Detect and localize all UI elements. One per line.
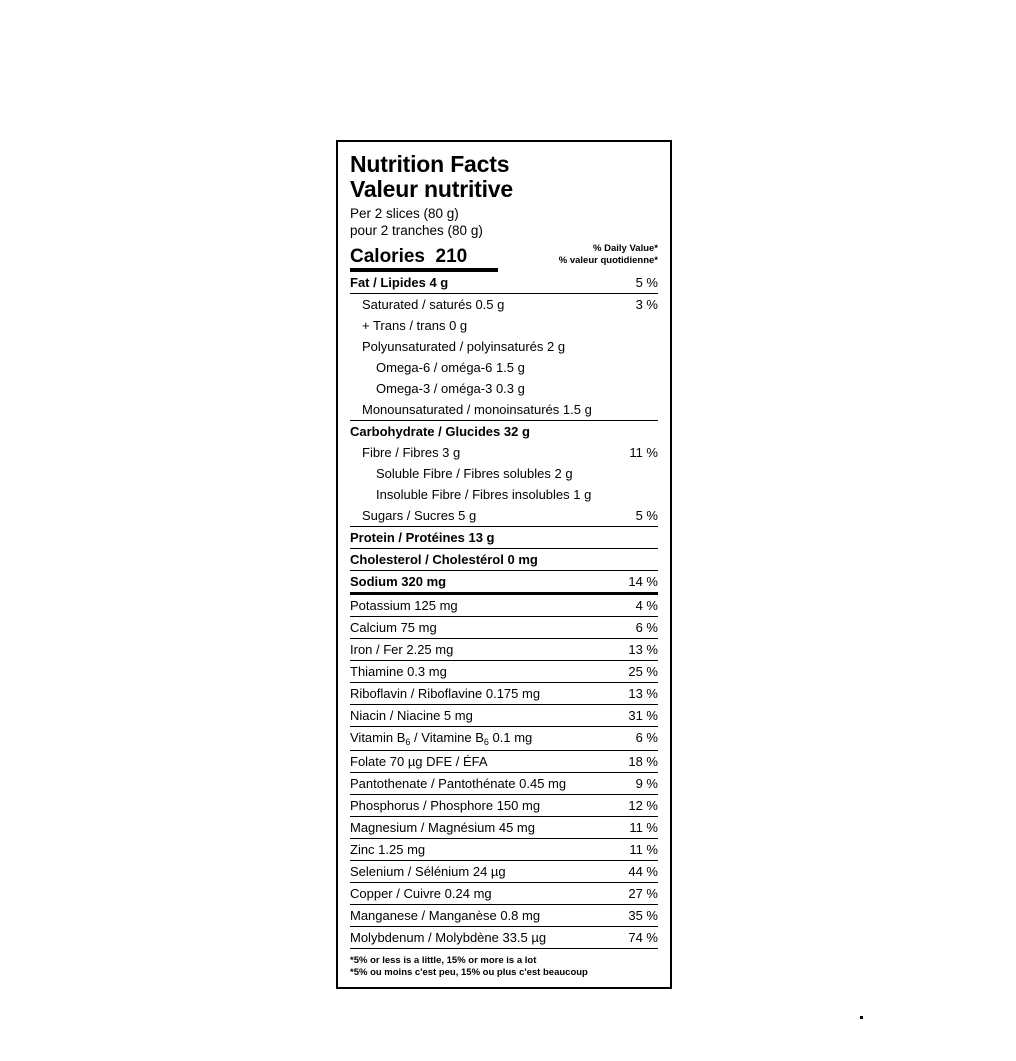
nutrient-daily-value: 5 % bbox=[635, 275, 658, 290]
nutrient-label: Copper / Cuivre 0.24 mg bbox=[350, 886, 492, 901]
nutrient-row-folate bbox=[350, 751, 658, 773]
cholesterol-wrap bbox=[350, 549, 658, 571]
nutrient-label: Cholesterol / Cholestérol 0 mg bbox=[350, 552, 538, 567]
vitamin-b6-pre: Vitamin B bbox=[350, 730, 406, 745]
nutrient-daily-value: 25 % bbox=[628, 664, 658, 679]
nutrient-row-sodium bbox=[350, 571, 658, 592]
monounsaturated-wrap bbox=[350, 399, 658, 421]
vitamin-b6-subscript-fr: 6 bbox=[483, 737, 489, 747]
nutrient-daily-value: 11 % bbox=[629, 842, 658, 857]
nutrient-label: Calcium 75 mg bbox=[350, 620, 437, 635]
nutrient-label: Selenium / Sélénium 24 µg bbox=[350, 864, 506, 879]
stray-dot-mark bbox=[860, 1016, 863, 1019]
nutrient-label bbox=[350, 730, 532, 747]
vitamin-b6-post: 0.1 mg bbox=[488, 730, 533, 745]
nutrition-facts-panel bbox=[336, 140, 672, 989]
nutrient-daily-value: 12 % bbox=[628, 798, 658, 813]
daily-value-header-english: % Daily Value* bbox=[593, 243, 658, 254]
nutrient-daily-value: 5 % bbox=[635, 508, 658, 523]
sodium-wrap bbox=[350, 571, 658, 595]
nutrient-label: Niacin / Niacine 5 mg bbox=[350, 708, 473, 723]
nutrient-label: Insoluble Fibre / Fibres insolubles 1 g bbox=[376, 487, 592, 502]
nutrient-row-trans bbox=[350, 315, 658, 336]
nutrient-row-fat bbox=[350, 272, 658, 294]
nutrient-label: Magnesium / Magnésium 45 mg bbox=[350, 820, 535, 835]
nutrient-daily-value: 14 % bbox=[628, 574, 658, 589]
footnote-french: *5% ou moins c'est peu, 15% ou plus c'est beaucoup bbox=[350, 967, 588, 978]
daily-value-header bbox=[559, 243, 658, 267]
nutrient-label: Protein / Protéines 13 g bbox=[350, 530, 495, 545]
nutrient-row-vitamin-b6 bbox=[350, 727, 658, 751]
nutrient-row-insoluble-fibre bbox=[350, 484, 658, 505]
vitamin-b6-subscript-en: 6 bbox=[405, 737, 411, 747]
nutrient-daily-value: 3 % bbox=[635, 297, 658, 312]
nutrient-label: Molybdenum / Molybdène 33.5 µg bbox=[350, 930, 547, 945]
nutrient-row-potassium bbox=[350, 595, 658, 617]
nutrient-label: Monounsaturated / monoinsaturés 1.5 g bbox=[362, 402, 592, 417]
nutrient-row-sugars bbox=[350, 505, 658, 527]
nutrient-row-iron bbox=[350, 639, 658, 661]
footnote-english: *5% or less is a little, 15% or more is a lot bbox=[350, 955, 537, 966]
nutrient-row-pantothenate bbox=[350, 773, 658, 795]
nutrient-daily-value: 11 % bbox=[629, 820, 658, 835]
nutrient-label: Riboflavin / Riboflavine 0.175 mg bbox=[350, 686, 541, 701]
nutrient-label: Pantothenate / Pantothénate 0.45 mg bbox=[350, 776, 567, 791]
nutrient-row-omega6 bbox=[350, 357, 658, 378]
nutrient-label: Fibre / Fibres 3 g bbox=[362, 445, 461, 460]
vitamin-b6-mid: / Vitamine B bbox=[410, 730, 484, 745]
nutrient-daily-value: 44 % bbox=[628, 864, 658, 879]
nutrient-label: Carbohydrate / Glucides 32 g bbox=[350, 424, 530, 439]
nutrient-label: Iron / Fer 2.25 mg bbox=[350, 642, 454, 657]
serving-size-english: Per 2 slices (80 g) bbox=[350, 206, 459, 221]
divider bbox=[350, 420, 658, 421]
nutrient-daily-value: 4 % bbox=[635, 598, 658, 613]
nutrient-row-molybdenum bbox=[350, 927, 658, 949]
nutrient-label: Saturated / saturés 0.5 g bbox=[362, 297, 505, 312]
nutrient-label: Potassium 125 mg bbox=[350, 598, 458, 613]
calories-value: Calories 210 bbox=[350, 246, 468, 267]
nutrient-daily-value: 9 % bbox=[635, 776, 658, 791]
nutrient-daily-value: 13 % bbox=[628, 686, 658, 701]
panel-title-english: Nutrition Facts bbox=[350, 151, 510, 177]
nutrient-row-soluble-fibre bbox=[350, 463, 658, 484]
nutrient-label: Polyunsaturated / polyinsaturés 2 g bbox=[362, 339, 566, 354]
nutrient-row-fibre bbox=[350, 442, 658, 463]
nutrient-row-phosphorus bbox=[350, 795, 658, 817]
divider bbox=[350, 592, 658, 595]
nutrient-daily-value: 13 % bbox=[628, 642, 658, 657]
protein-wrap bbox=[350, 527, 658, 549]
nutrient-row-thiamine bbox=[350, 661, 658, 683]
nutrient-label: Sugars / Sucres 5 g bbox=[362, 508, 477, 523]
nutrient-label: Soluble Fibre / Fibres solubles 2 g bbox=[376, 466, 573, 481]
nutrient-label: Phosphorus / Phosphore 150 mg bbox=[350, 798, 541, 813]
nutrient-daily-value: 6 % bbox=[635, 730, 658, 745]
nutrient-label: Sodium 320 mg bbox=[350, 574, 447, 589]
nutrient-row-calcium bbox=[350, 617, 658, 639]
nutrient-daily-value: 35 % bbox=[628, 908, 658, 923]
nutrient-daily-value: 11 % bbox=[629, 445, 658, 460]
nutrient-row-carbohydrate bbox=[350, 421, 658, 442]
nutrient-label: Fat / Lipides 4 g bbox=[350, 275, 449, 290]
nutrient-row-riboflavin bbox=[350, 683, 658, 705]
nutrient-label: Thiamine 0.3 mg bbox=[350, 664, 447, 679]
nutrient-label: Omega-6 / oméga-6 1.5 g bbox=[376, 360, 525, 375]
nutrient-rows bbox=[350, 272, 658, 949]
nutrient-daily-value: 6 % bbox=[635, 620, 658, 635]
serving-size-french: pour 2 tranches (80 g) bbox=[350, 223, 483, 238]
nutrient-label: Omega-3 / oméga-3 0.3 g bbox=[376, 381, 525, 396]
nutrient-label: Folate 70 µg DFE / ÉFA bbox=[350, 754, 488, 769]
nutrient-label: Manganese / Manganèse 0.8 mg bbox=[350, 908, 541, 923]
nutrient-row-copper bbox=[350, 883, 658, 905]
nutrient-row-manganese bbox=[350, 905, 658, 927]
nutrient-row-monounsaturated bbox=[350, 399, 658, 420]
nutrient-row-protein bbox=[350, 527, 658, 548]
calories-row bbox=[350, 243, 658, 269]
nutrient-row-polyunsaturated bbox=[350, 336, 658, 357]
nutrient-daily-value: 27 % bbox=[628, 886, 658, 901]
nutrient-daily-value: 74 % bbox=[628, 930, 658, 945]
nutrient-row-magnesium bbox=[350, 817, 658, 839]
nutrient-daily-value: 18 % bbox=[628, 754, 658, 769]
nutrient-label: Zinc 1.25 mg bbox=[350, 842, 426, 857]
nutrient-row-cholesterol bbox=[350, 549, 658, 570]
nutrient-row-selenium bbox=[350, 861, 658, 883]
panel-title-french: Valeur nutritive bbox=[350, 176, 513, 202]
nutrient-row-omega3 bbox=[350, 378, 658, 399]
nutrient-daily-value: 31 % bbox=[628, 708, 658, 723]
daily-value-header-french: % valeur quotidienne* bbox=[558, 254, 658, 266]
nutrient-row-zinc bbox=[350, 839, 658, 861]
nutrient-row-saturated bbox=[350, 294, 658, 315]
nutrient-label: + Trans / trans 0 g bbox=[362, 318, 468, 333]
nutrient-row-niacin bbox=[350, 705, 658, 727]
